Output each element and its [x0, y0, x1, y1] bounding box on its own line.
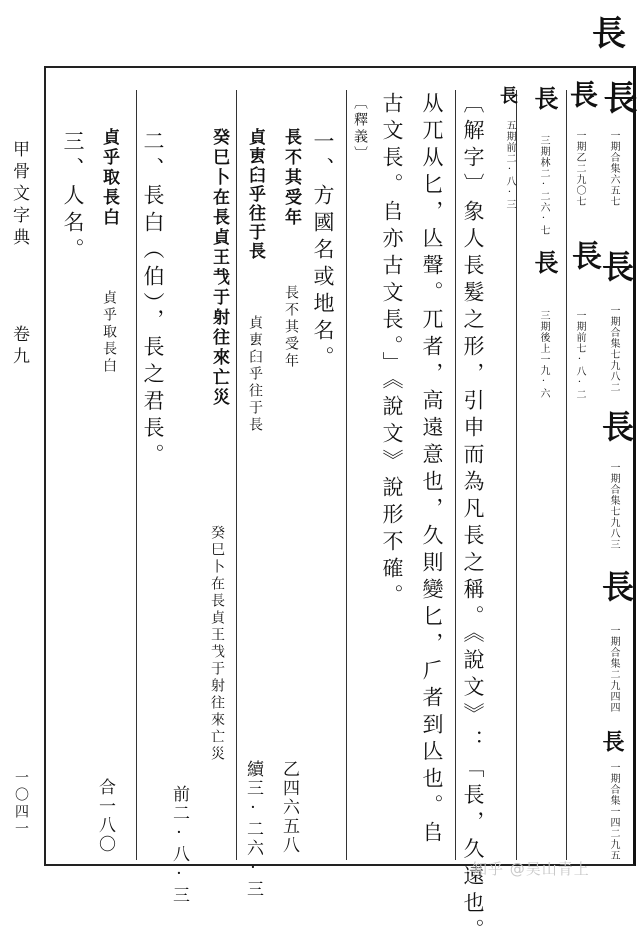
sense-2-title: 二、長白（伯），長之君長。 [141, 130, 165, 471]
form-caption: 五期前二·八·三 [504, 120, 515, 210]
column-rule [236, 90, 237, 860]
page-number: 一〇四一 [13, 770, 29, 838]
sense-1-title: 一、方國名或地名。 [311, 130, 335, 373]
source-ref: 合一八〇 [95, 778, 115, 854]
source-ref: 乙四六五八 [279, 760, 299, 855]
form-glyph: 長 [530, 86, 558, 110]
jiezi-label: 〔解字〕 [461, 92, 485, 200]
form-glyph: 長 [597, 250, 635, 282]
jiezi-line: 〔解字〕象人長髮之形，引申而為凡長之稱。《說文》：「長，久遠也。 [461, 92, 485, 946]
form-caption: 一期合集七九八二 [608, 305, 619, 393]
oracle-inscription: 貞乎取長白 [99, 128, 119, 228]
column-rule [455, 90, 456, 860]
source-ref: 續三·二六·三 [243, 760, 263, 899]
form-caption: 三期後上一九·六 [538, 310, 549, 399]
jiezi-line: 古文長。𠂤亦古文長。」《說文》說形不確。 [380, 92, 404, 611]
column-rule [136, 90, 137, 860]
form-caption: 一期乙二九〇七 [574, 130, 585, 207]
oracle-inscription: 貞叀𦥑乎往于長 [245, 128, 265, 261]
book-title: 甲骨文字典 [9, 140, 29, 250]
header-character: 長 [592, 14, 626, 54]
form-caption: 三期林二·二六·七 [538, 135, 549, 236]
oracle-inscription: 癸巳卜在長貞王𢦏于射往來亡災 [209, 128, 229, 408]
form-caption: 一期合集一四二九五 [608, 762, 619, 861]
inscription-reading: 貞乎取長白 [101, 290, 117, 375]
form-glyph: 長 [497, 86, 518, 104]
sense-3-title: 三、人名。 [61, 130, 85, 265]
inscription-reading: 長不其受年 [283, 285, 299, 370]
shiyi-label: 〔釋義〕 [352, 95, 368, 163]
jiezi-line: 从兀从匕，亾聲。兀者，高遠意也，久則變匕，𠂆者到亾也。𠂤 [420, 92, 444, 848]
form-glyph: 長 [566, 240, 601, 270]
form-glyph: 長 [597, 570, 635, 602]
form-glyph: 長 [597, 410, 635, 442]
oracle-inscription: 長不其受年 [281, 128, 301, 228]
form-caption: 一期前七·八·二 [574, 310, 585, 400]
source-ref: 前二·八·三 [169, 785, 189, 905]
form-glyph: 長 [530, 250, 558, 274]
inscription-reading: 貞叀𦥑乎往于長 [247, 315, 263, 434]
form-glyph: 長 [566, 80, 599, 108]
watermark: 知乎 @吴山青上 [472, 860, 590, 878]
form-caption: 一期合集二九四四 [608, 625, 619, 713]
column-rule [346, 90, 347, 860]
inscription-reading: 癸巳卜在長貞王𢦏于射往來亡災 [209, 525, 225, 763]
form-glyph: 長 [599, 730, 624, 752]
form-caption: 一期合集六五七 [608, 130, 619, 207]
form-glyph: 長 [597, 80, 637, 114]
volume-label: 卷九 [9, 325, 29, 369]
column-rule [516, 90, 517, 860]
column-rule [566, 90, 567, 860]
form-caption: 一期合集七九八三 [608, 462, 619, 550]
